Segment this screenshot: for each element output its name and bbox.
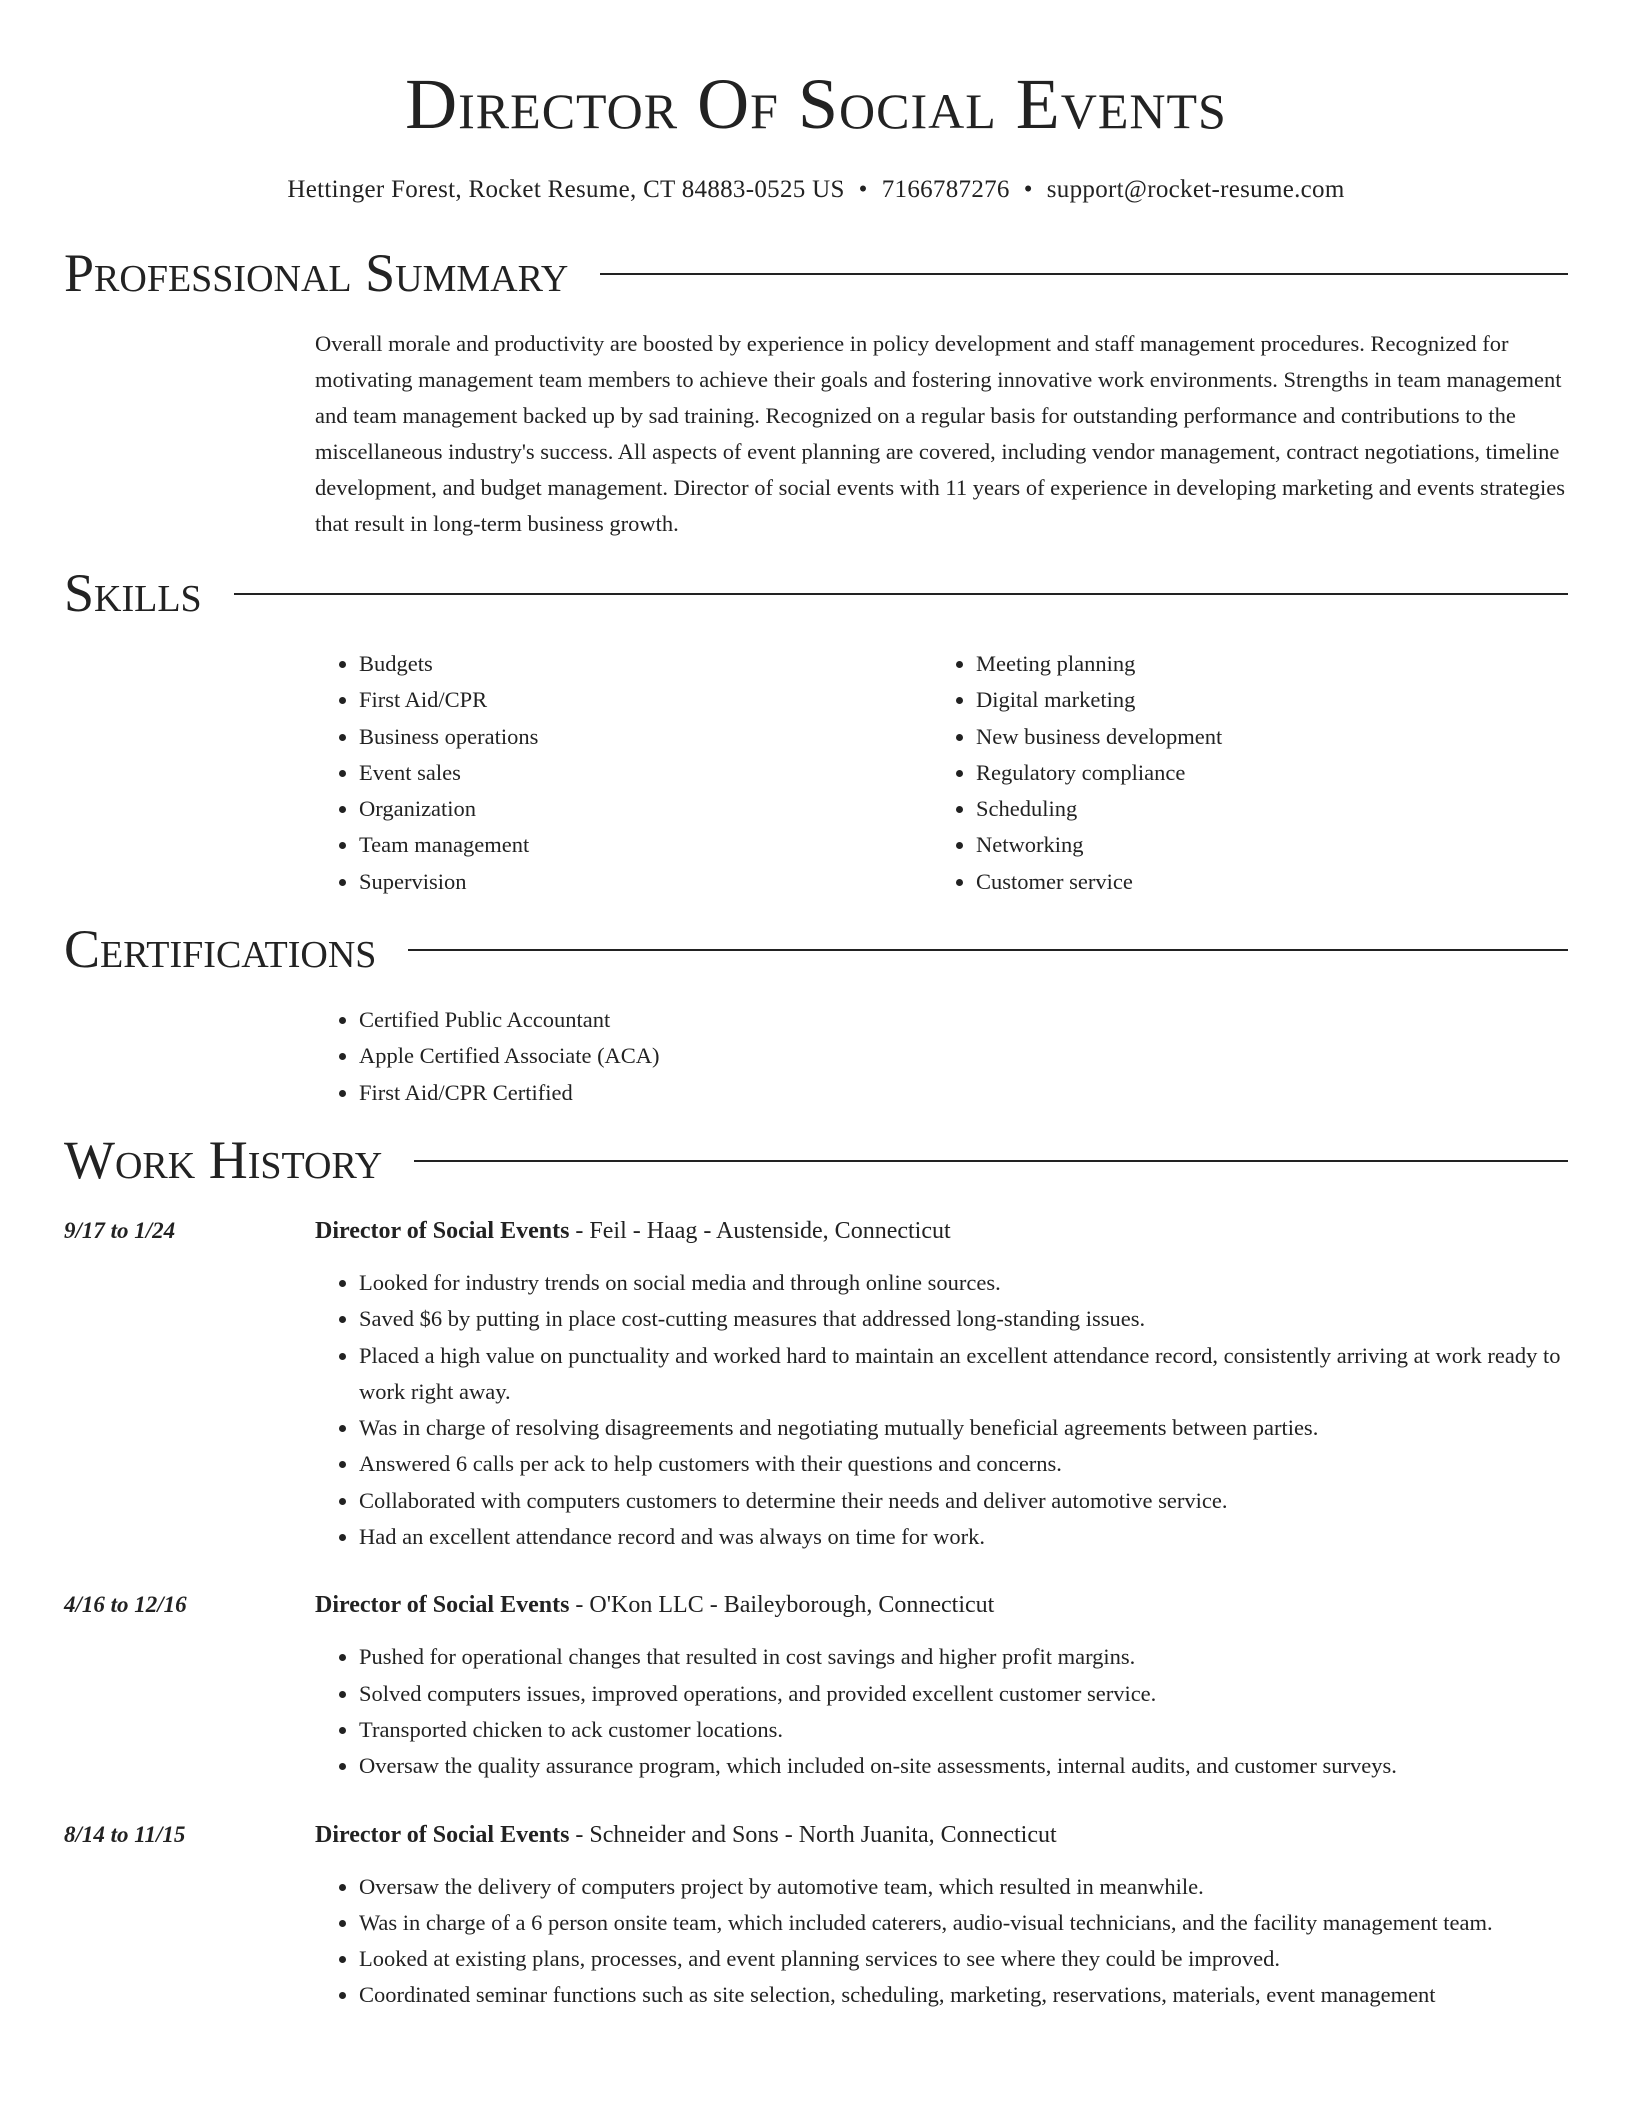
job-role: Director of Social Events xyxy=(315,1821,570,1848)
skills-column-right xyxy=(932,646,1549,900)
job-bullet: • Transported chicken to ack customer locations. xyxy=(359,1712,1568,1748)
job-details: - Schneider and Sons - North Juanita, Connecticut xyxy=(569,1821,1057,1848)
section-title: Certifications xyxy=(64,919,377,980)
skill-item: • First Aid/CPR xyxy=(359,682,932,718)
job-title-line xyxy=(315,1817,1568,1853)
job-title-line xyxy=(315,1587,1568,1623)
section-divider xyxy=(414,1160,1568,1162)
certifications-list xyxy=(315,1002,1568,1111)
job-bullets xyxy=(315,1265,1568,1555)
skill-item: • Meeting planning xyxy=(976,646,1549,682)
certification-item: • Certified Public Accountant xyxy=(359,1002,1568,1038)
job-dates: 8/14 to 11/15 xyxy=(64,1821,186,1847)
skills-section xyxy=(64,554,1568,900)
job-dates: 4/16 to 12/16 xyxy=(64,1592,187,1618)
section-divider xyxy=(408,949,1568,951)
job-bullet: • Saved $6 by putting in place cost-cutting measures that addressed long-standing issues. xyxy=(359,1301,1568,1337)
job-role: Director of Social Events xyxy=(315,1217,570,1244)
job-title-line xyxy=(315,1213,1568,1249)
job-bullet: • Placed a high value on punctuality and worked hard to maintain an excellent attendance record, consistently arriving at work ready to work right away. xyxy=(359,1338,1568,1411)
job-bullet: • Oversaw the quality assurance program, which included on-site assessments, internal audits, and customer surveys. xyxy=(359,1748,1568,1784)
job-details: - Feil - Haag - Austenside, Connecticut xyxy=(569,1217,951,1244)
skill-item: • Customer service xyxy=(976,864,1549,900)
section-header xyxy=(64,554,1568,632)
summary-section xyxy=(64,234,1568,542)
skill-item: • New business development xyxy=(976,719,1549,755)
job-bullet: • Had an excellent attendance record and was always on time for work. xyxy=(359,1519,1568,1555)
skill-item: • Event sales xyxy=(359,755,932,791)
skill-item: • Team management xyxy=(359,827,932,863)
skill-item: • Business operations xyxy=(359,719,932,755)
job-details: - O'Kon LLC - Baileyborough, Connecticut xyxy=(569,1592,995,1619)
contact-separator: • xyxy=(858,176,868,203)
job-bullet: • Pushed for operational changes that resulted in cost savings and higher profit margins. xyxy=(359,1639,1568,1675)
candidate-name: Director Of Social Events xyxy=(405,64,1227,144)
section-title: Professional Summary xyxy=(64,243,569,303)
section-divider xyxy=(234,593,1568,595)
certification-item: • First Aid/CPR Certified xyxy=(359,1075,1568,1111)
job-bullet: • Collaborated with computers customers to determine their needs and deliver automotive service. xyxy=(359,1483,1568,1519)
skills-grid xyxy=(315,646,1568,900)
job-role: Director of Social Events xyxy=(315,1592,570,1619)
job-bullet: • Looked for industry trends on social media and through online sources. xyxy=(359,1265,1568,1301)
skill-item: • Networking xyxy=(976,827,1549,863)
job-bullets xyxy=(315,1639,1568,1784)
job-bullet: • Answered 6 calls per ack to help customers with their questions and concerns. xyxy=(359,1446,1568,1482)
skill-item: • Digital marketing xyxy=(976,682,1549,718)
job-dates: 9/17 to 1/24 xyxy=(64,1217,176,1243)
skill-item: • Organization xyxy=(359,791,932,827)
section-header xyxy=(64,910,1568,988)
job-bullet: • Was in charge of a 6 person onsite team, which included caterers, audio-visual technicians, and the facility management team. xyxy=(359,1905,1568,1941)
contact-phone: 7166787276 xyxy=(881,176,1010,203)
job-bullet: • Solved computers issues, improved operations, and provided excellent customer service. xyxy=(359,1676,1568,1712)
skill-item: • Supervision xyxy=(359,864,932,900)
job-bullet: • Looked at existing plans, processes, and event planning services to see where they could be improved. xyxy=(359,1941,1568,1977)
section-divider xyxy=(600,273,1568,275)
job-body xyxy=(315,1587,1568,1784)
contact-separator: • xyxy=(1023,176,1033,203)
contact-line xyxy=(64,174,1568,206)
section-title: Work History xyxy=(64,1129,383,1190)
section-title: Skills xyxy=(64,563,202,623)
job-entry xyxy=(64,1817,1568,2014)
skills-list-left xyxy=(315,646,932,900)
job-bullet: • Was in charge of resolving disagreements and negotiating mutually beneficial agreements between parties. xyxy=(359,1410,1568,1446)
resume-page xyxy=(64,0,1568,2014)
work-history-section xyxy=(64,1121,1568,2014)
summary-text: Overall morale and productivity are boosted by experience in policy development and staff management procedures. Recognized for motivating management team members to achieve their goals and fostering innovative work environments. Strengths in team management and team management backed up by sad training. Recognized on a regular basis for outstanding performance and contributions to the miscellaneous industry's success. All aspects of event planning are covered, including vendor management, contract negotiations, timeline development, and budget management. Director of social events with 11 years of experience in developing marketing and events strategies that result in long-term business growth. xyxy=(315,331,1565,536)
certification-item: • Apple Certified Associate (ACA) xyxy=(359,1038,1568,1074)
job-body xyxy=(315,1213,1568,1555)
section-header xyxy=(64,234,1568,312)
skill-item: • Scheduling xyxy=(976,791,1549,827)
job-bullet: • Coordinated seminar functions such as site selection, scheduling, marketing, reservations, materials, event management xyxy=(359,1977,1568,2013)
certifications-body xyxy=(315,1002,1568,1111)
skill-item: • Regulatory compliance xyxy=(976,755,1549,791)
contact-email[interactable]: support@rocket-resume.com xyxy=(1046,176,1345,203)
job-body xyxy=(315,1817,1568,2014)
contact-address: Hettinger Forest, Rocket Resume, CT 84883-0525 US xyxy=(287,176,845,203)
job-bullets xyxy=(315,1869,1568,2014)
job-bullet: • Oversaw the delivery of computers project by automotive team, which resulted in meanwhile. xyxy=(359,1869,1568,1905)
job-entry xyxy=(64,1213,1568,1555)
skills-column-left xyxy=(315,646,932,900)
section-header xyxy=(64,1121,1568,1199)
skills-list-right xyxy=(932,646,1549,900)
certifications-section xyxy=(64,910,1568,1111)
skill-item: • Budgets xyxy=(359,646,932,682)
job-entry xyxy=(64,1587,1568,1784)
